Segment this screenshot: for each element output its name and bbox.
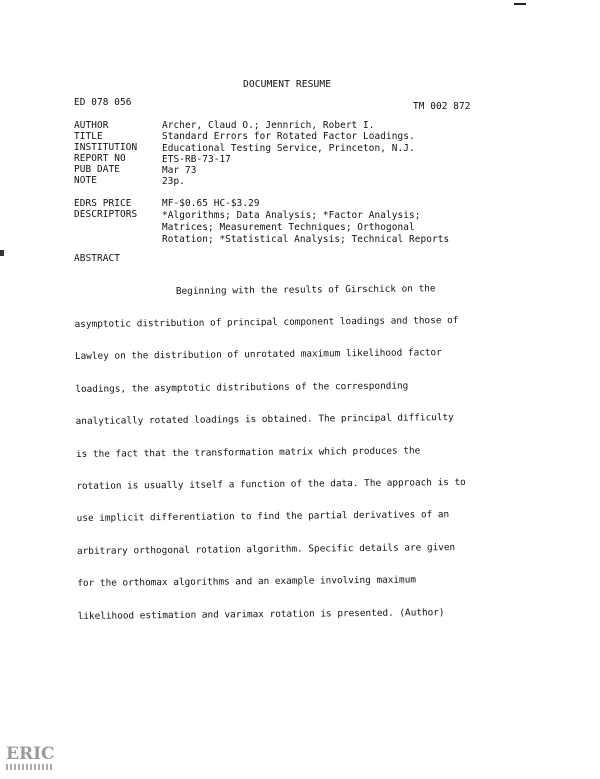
field-value-continued: Matrices; Measurement Techniques; Orthogonal (162, 222, 415, 233)
logo-text: ERIC (6, 744, 55, 764)
abstract-line: for the orthomax algorithms and an example involving maximum (77, 574, 417, 590)
field-value: Archer, Claud O.; Jennrich, Robert I. (162, 120, 375, 131)
ed-number: ED 078 056 (74, 97, 132, 108)
field-value: Educational Testing Service, Princeton, N.J. (162, 143, 415, 154)
field-value-continued: Rotation; *Statistical Analysis; Technical Reports (162, 234, 450, 245)
abstract-line: Lawley on the distribution of unrotated maximum likelihood factor (74, 347, 442, 363)
field-value: ETS-RB-73-17 (162, 154, 231, 165)
eric-logo (6, 744, 54, 774)
scan-mark (514, 3, 526, 5)
field-label: TITLE (74, 131, 103, 142)
field-label: EDRS PRICE (74, 198, 132, 209)
field-label: PUB DATE (74, 164, 120, 175)
field-label: AUTHOR (74, 120, 109, 131)
field-value: 23p. (162, 176, 185, 187)
field-label: DESCRIPTORS (74, 209, 138, 220)
abstract-line: asymptotic distribution of principal component loadings and those of (74, 314, 459, 330)
field-label: NOTE (74, 175, 97, 186)
field-value: *Algorithms; Data Analysis; *Factor Analysis; (162, 210, 421, 221)
field-label: REPORT NO (74, 153, 126, 164)
abstract-line: loadings, the asymptotic distributions of the corresponding (75, 380, 409, 395)
document-title: DOCUMENT RESUME (243, 79, 332, 90)
scan-mark (0, 250, 4, 256)
abstract-line: rotation is usually itself a function of the data. The approach is to (76, 476, 466, 492)
abstract-line: analytically rotated loadings is obtained. The principal difficulty (75, 412, 454, 428)
abstract-heading: ABSTRACT (74, 253, 120, 264)
abstract-line: arbitrary orthogonal rotation algorithm. Specific details are given (76, 541, 456, 557)
field-value: Standard Errors for Rotated Factor Loadings. (162, 131, 415, 142)
abstract-body (74, 261, 548, 644)
logo-underline (6, 764, 54, 770)
tm-number: TM 002 872 (413, 101, 471, 112)
abstract-line: likelihood estimation and varimax rotation is presented. (Author) (77, 606, 445, 622)
field-value: Mar 73 (162, 165, 197, 176)
field-label: INSTITUTION (74, 142, 138, 153)
abstract-line: use implicit differentiation to find the partial derivatives of an (76, 509, 450, 525)
abstract-line: Beginning with the results of Girschick on the (74, 282, 436, 298)
field-value: MF-$0.65 HC-$3.29 (162, 198, 260, 209)
abstract-line: is the fact that the transformation matrix which produces the (75, 444, 421, 460)
